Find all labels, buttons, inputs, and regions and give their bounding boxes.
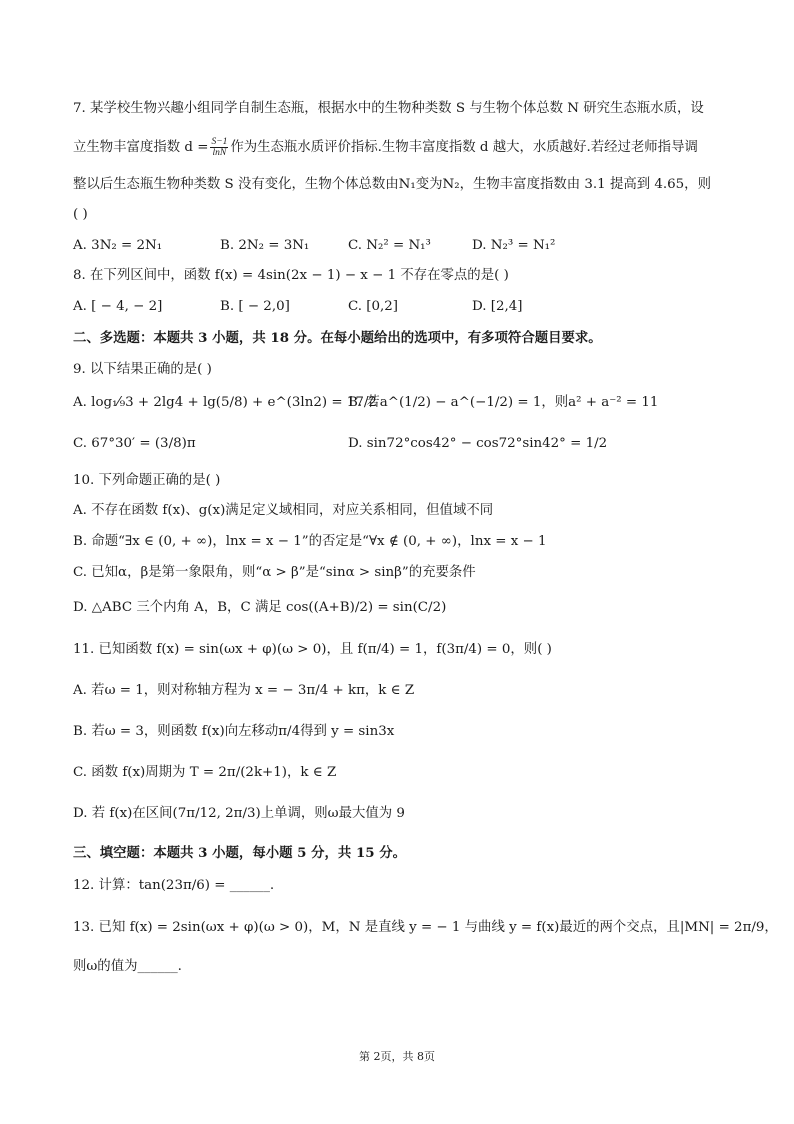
q9-option-d: D. sin72°cos42° − cos72°sin42° = 1/2 (348, 436, 608, 451)
q10-option-c: C. 已知α，β是第一象限角，则“α > β”是“sinα > sinβ”的充要条件 (73, 565, 476, 580)
q9-option-c: C. 67°30′ = (3/8)π (73, 436, 196, 451)
q7-option-b: B. 2N₂ = 3N₁ (220, 238, 310, 253)
q8-option-b: B. [ − 2,0] (220, 299, 290, 314)
q7-option-c: C. N₂² = N₁³ (348, 238, 431, 253)
q9-option-b: B. 若a^(1/2) − a^(−1/2) = 1，则a² + a⁻² = 11 (348, 395, 659, 410)
q9-stem: 9. 以下结果正确的是( ) (73, 362, 212, 377)
q7-line4: ( ) (73, 207, 88, 222)
q10-stem: 10. 下列命题正确的是( ) (73, 473, 221, 488)
page-footer: 第 2页，共 8页 (359, 1050, 435, 1063)
q7-line2 (73, 137, 698, 158)
q12-stem: 12. 计算：tan(23π/6) = ______. (73, 878, 275, 893)
q7-option-d: D. N₂³ = N₁² (472, 238, 556, 253)
q11-option-b: B. 若ω = 3，则函数 f(x)向左移动π/4得到 y = sin3x (73, 724, 395, 739)
q10-option-b: B. 命题“∃x ∈ (0, + ∞)，lnx = x − 1”的否定是“∀x ∉ (0, + ∞)，lnx = x − 1 (73, 534, 547, 549)
q7-line2-post: 作为生态瓶水质评价指标.生物丰富度指数 d 越大，水质越好.若经过老师指导调 (230, 140, 698, 155)
q11-option-c: C. 函数 f(x)周期为 T = 2π/(2k+1)，k ∈ Z (73, 765, 337, 780)
section-2-heading: 二、多选题：本题共 3 小题，共 18 分。在每小题给出的选项中，有多项符合题目要求。 (73, 330, 602, 346)
q11-option-d: D. 若 f(x)在区间(7π/12, 2π/3)上单调，则ω最大值为 9 (73, 806, 405, 821)
q8-option-c: C. [0,2] (348, 299, 399, 314)
q7-line3: 整以后生态瓶生物种类数 S 没有变化，生物个体总数由N₁变为N₂，生物丰富度指数由 3.1 提高到 4.65，则 (73, 177, 711, 192)
q8-option-a: A. [ − 4, − 2] (73, 299, 163, 314)
q11-stem: 11. 已知函数 f(x) = sin(ωx + φ)(ω > 0)，且 f(π/4) = 1，f(3π/4) = 0，则( ) (73, 642, 552, 657)
q8-stem: 8. 在下列区间中，函数 f(x) = 4sin(2x − 1) − x − 1 不存在零点的是( ) (73, 268, 509, 283)
q7-frac-den: lnN (212, 148, 227, 158)
q7-line2-pre: 立生物丰富度指数 d = (73, 140, 209, 155)
q8-option-d: D. [2,4] (472, 299, 523, 314)
q7-index-fraction (210, 137, 228, 158)
q10-option-d: D. △ABC 三个内角 A，B，C 满足 cos((A+B)/2) = sin(C/2) (73, 600, 447, 615)
section-3-heading: 三、填空题：本题共 3 小题，每小题 5 分，共 15 分。 (73, 845, 407, 861)
q9-option-a: A. log₁⁄₉3 + 2lg4 + lg(5/8) + e^(3ln2) = 17/2 (73, 395, 377, 410)
q13-line1: 13. 已知 f(x) = 2sin(ωx + φ)(ω > 0)，M，N 是直线 y = − 1 与曲线 y = f(x)最近的两个交点，且|MN| = 2π/9， (73, 920, 778, 935)
q7-line1: 7. 某学校生物兴趣小组同学自制生态瓶，根据水中的生物种类数 S 与生物个体总数 N 研究生态瓶水质，设 (73, 101, 704, 116)
q10-option-a: A. 不存在函数 f(x)、g(x)满足定义域相同，对应关系相同，但值域不同 (73, 503, 494, 518)
q7-option-a: A. 3N₂ = 2N₁ (73, 238, 163, 253)
q11-option-a: A. 若ω = 1，则对称轴方程为 x = − 3π/4 + kπ，k ∈ Z (73, 683, 415, 698)
q7-frac-num: S−1 (211, 137, 228, 147)
q13-line2: 则ω的值为______. (73, 959, 182, 974)
